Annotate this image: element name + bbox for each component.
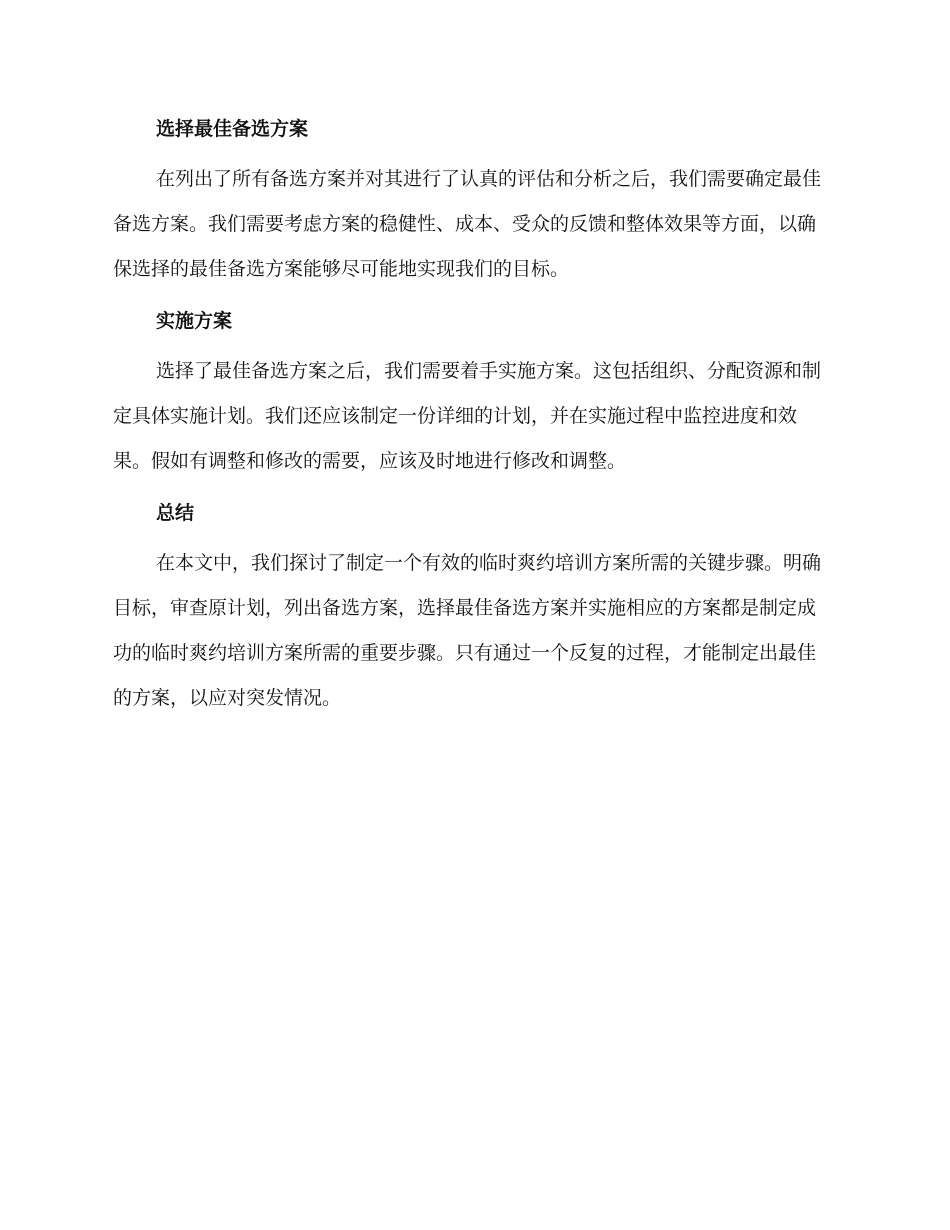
document-body <box>113 112 830 733</box>
section-choose-best-alternative <box>113 112 830 292</box>
section-paragraph: 选择了最佳备选方案之后，我们需要着手实施方案。这包括组织、分配资源和制定具体实施计划。我们还应该制定一份详细的计划，并在实施过程中监控进度和效果。假如有调整和修改的需要，应该及时地进行修改和调整。 <box>113 360 822 472</box>
section-paragraph: 在本文中，我们探讨了制定一个有效的临时爽约培训方案所需的关键步骤。明确目标，审查原计划，列出备选方案，选择最佳备选方案并实施相应的方案都是制定成功的临时爽约培训方案所需的重要步骤。只有通过一个反复的过程，才能制定出最佳的方案，以应对突发情况。 <box>113 552 822 709</box>
section-heading: 实施方案 <box>156 310 233 332</box>
section-heading: 总结 <box>156 502 195 524</box>
section-implement-plan <box>113 304 830 484</box>
section-summary <box>113 496 830 721</box>
section-paragraph: 在列出了所有备选方案并对其进行了认真的评估和分析之后，我们需要确定最佳备选方案。我们需要考虑方案的稳健性、成本、受众的反馈和整体效果等方面，以确保选择的最佳备选方案能够尽可能地实现我们的目标。 <box>113 168 822 280</box>
section-heading: 选择最佳备选方案 <box>156 118 309 140</box>
